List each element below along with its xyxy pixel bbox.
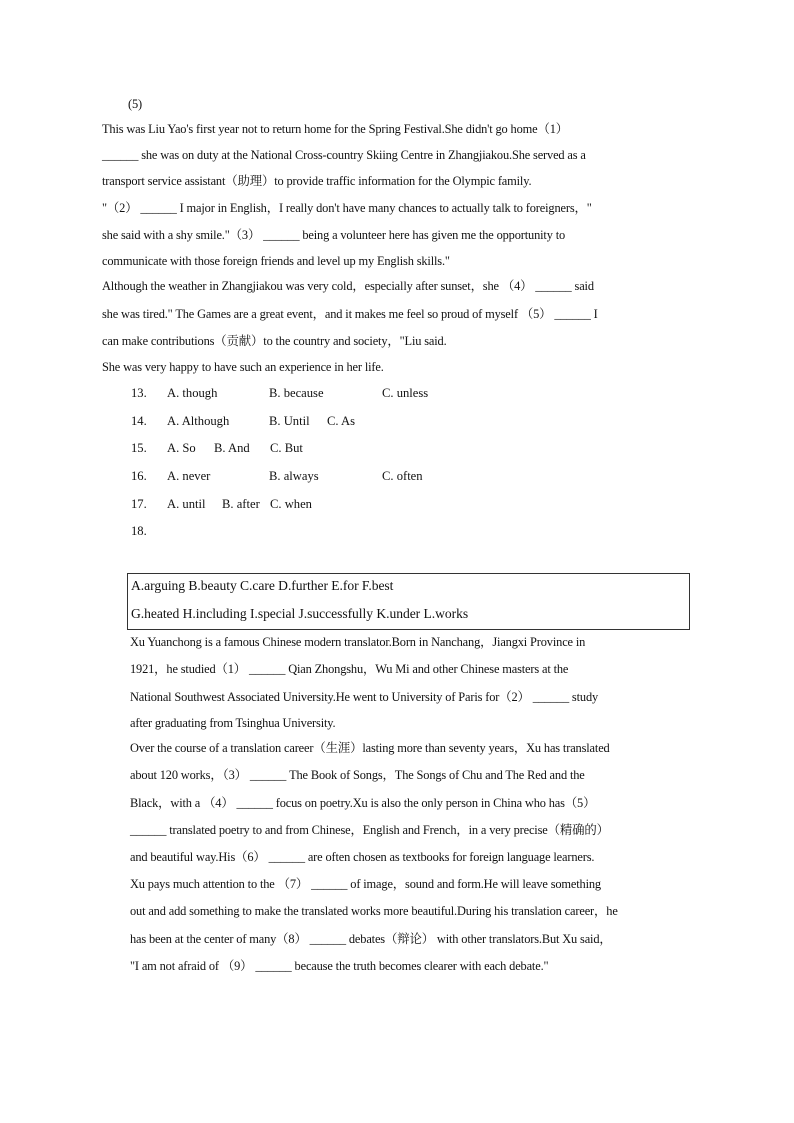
passage1-line: communicate with those foreign friends and level up my English skills." (102, 254, 450, 268)
passage1-line: She was very happy to have such an experience in her life. (102, 360, 384, 374)
option-b[interactable]: B. always (269, 469, 319, 483)
passage2-line: Xu Yuanchong is a famous Chinese modern translator.Born in Nanchang，Jiangxi Province in (130, 635, 586, 649)
passage2-line: out and add something to make the translated works more beautiful.During his translation career，he (130, 904, 618, 918)
passage2-line: 1921，he studied（1） ______ Qian Zhongshu，Wu Mi and other Chinese masters at the (130, 662, 569, 676)
passage2-line: ______ translated poetry to and from Chinese，English and French，in a very precise（精确的） (130, 823, 609, 837)
word-bank-row: A.arguing B.beauty C.care D.further E.for F.best (131, 578, 394, 593)
option-a[interactable]: A. Although (167, 414, 230, 428)
option-b[interactable]: B. after (222, 497, 260, 511)
passage2-line: has been at the center of many（8） ______ debates（辩论） with other translators.But Xu said， (130, 932, 612, 946)
passage2-line: about 120 works，（3） ______ The Book of Songs，The Songs of Chu and The Red and the (130, 768, 585, 782)
passage1-line: she said with a shy smile."（3） ______ being a volunteer here has given me the opportunity to (102, 228, 566, 242)
word-bank-row: G.heated H.including I.special J.successfully K.under L.works (131, 606, 469, 621)
option-b[interactable]: B. because (269, 386, 324, 400)
option-c[interactable]: C. As (327, 414, 355, 428)
passage2-line: and beautiful way.His（6） ______ are often chosen as textbooks for foreign language learners. (130, 850, 595, 864)
section-marker: (5) (128, 97, 142, 111)
question-number: 13. (131, 386, 147, 400)
option-a[interactable]: A. though (167, 386, 218, 400)
question-number: 15. (131, 441, 147, 455)
option-c[interactable]: C. unless (382, 386, 429, 400)
option-c[interactable]: C. But (270, 441, 303, 455)
passage1-line: "（2） ______ I major in English，I really don't have many chances to actually talk to foreigners，" (102, 201, 592, 215)
option-b[interactable]: B. And (214, 441, 250, 455)
option-a[interactable]: A. never (167, 469, 211, 483)
passage2-line: after graduating from Tsinghua University. (130, 716, 336, 730)
option-a[interactable]: A. until (167, 497, 206, 511)
passage1-line: This was Liu Yao's first year not to return home for the Spring Festival.She didn't go home（1） (102, 122, 568, 136)
passage2-line: Xu pays much attention to the （7） ______ of image，sound and form.He will leave something (130, 877, 601, 891)
word-bank-box (127, 573, 690, 630)
passage2-line: Over the course of a translation career（生涯）lasting more than seventy years，Xu has translated (130, 741, 610, 755)
question-number: 18. (131, 524, 147, 538)
question-number: 16. (131, 469, 147, 483)
option-a[interactable]: A. So (167, 441, 196, 455)
passage1-line: can make contributions（贡献）to the country and society，"Liu said. (102, 334, 447, 348)
option-c[interactable]: C. often (382, 469, 423, 483)
passage1-line: Although the weather in Zhangjiakou was very cold，especially after sunset，she （4） ______ said (102, 279, 594, 293)
option-b[interactable]: B. Until (269, 414, 310, 428)
passage1-line: transport service assistant（助理）to provide traffic information for the Olympic family. (102, 174, 532, 188)
passage2-line: National Southwest Associated University.He went to University of Paris for（2） ______ study (130, 690, 599, 704)
question-number: 17. (131, 497, 147, 511)
passage1-line: she was tired." The Games are a great event，and it makes me feel so proud of myself （5） ______ I (102, 307, 598, 321)
question-number: 14. (131, 414, 147, 428)
passage1-line: ______ she was on duty at the National Cross-country Skiing Centre in Zhangjiakou.She served as a (102, 148, 586, 162)
passage2-line: Black，with a （4） ______ focus on poetry.Xu is also the only person in China who has（5） (130, 796, 596, 810)
option-c[interactable]: C. when (270, 497, 312, 511)
passage2-line: "I am not afraid of （9） ______ because the truth becomes clearer with each debate." (130, 959, 549, 973)
